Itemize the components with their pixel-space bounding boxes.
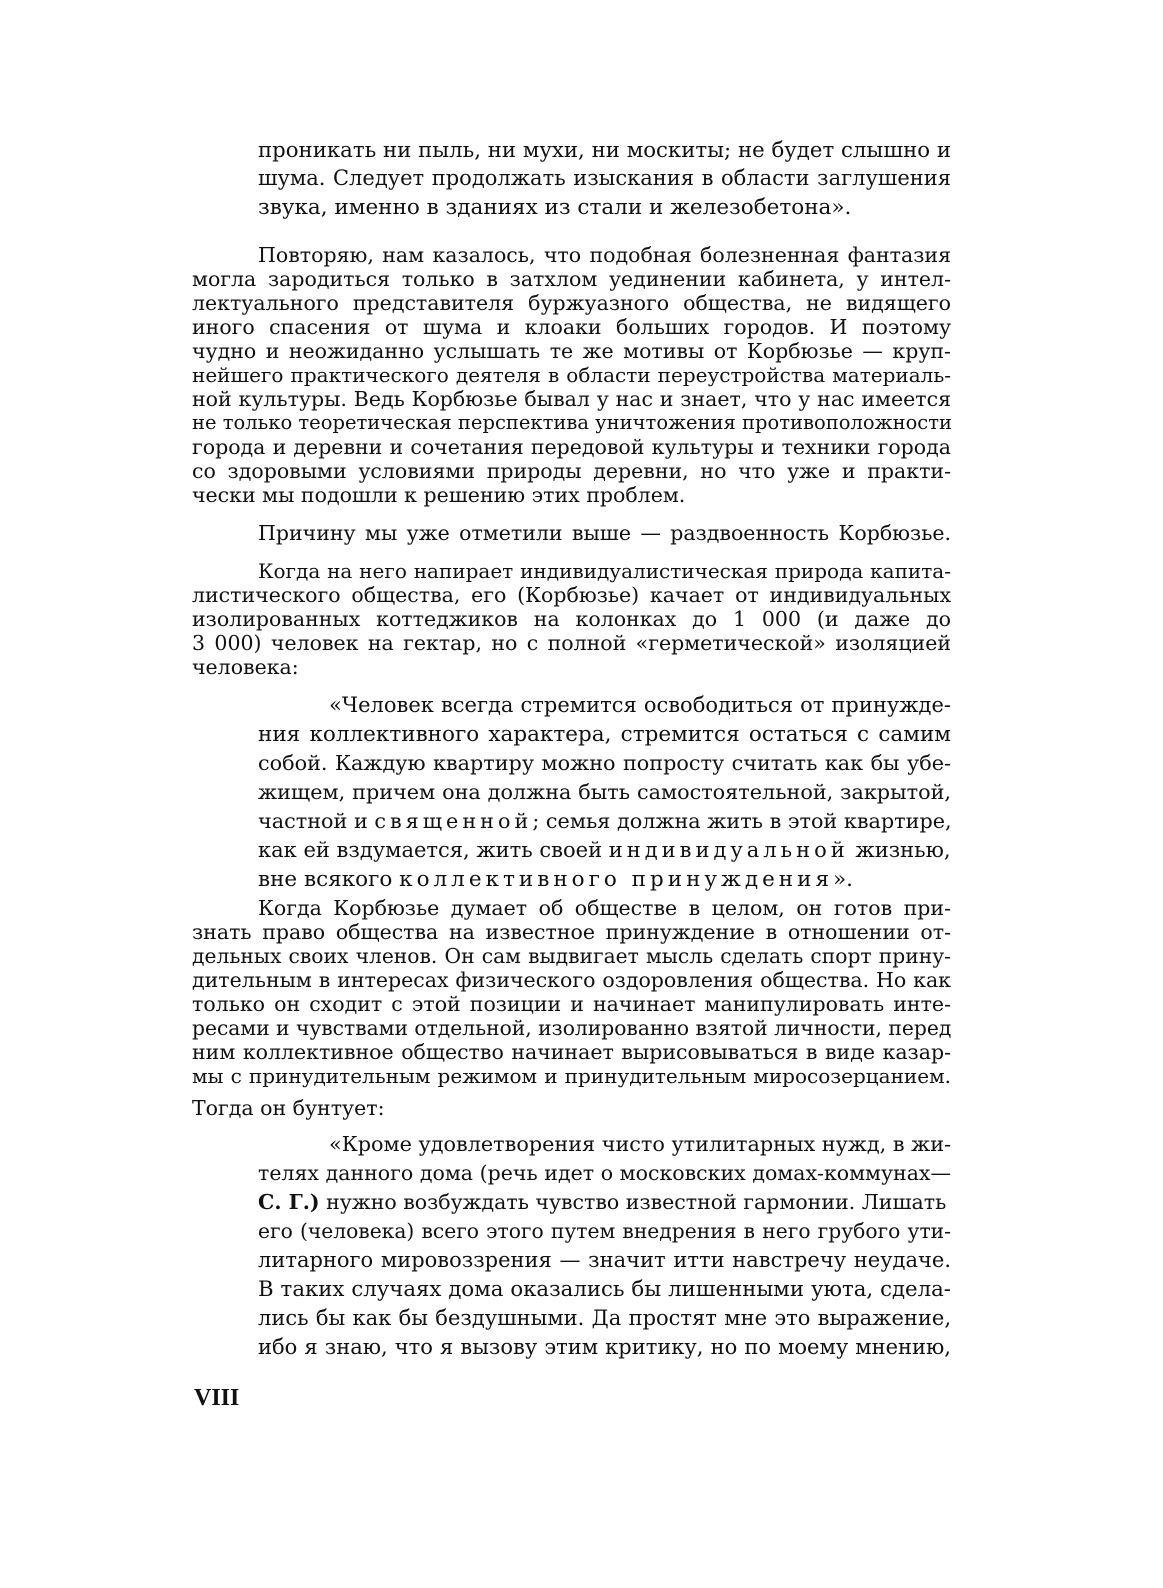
text-line: ибо я знаю, что я вызову этим критику, но по моему мнению, — [258, 1335, 951, 1359]
text-line: В таких случаях дома оказались бы лишенными уюта, сделa- — [258, 1277, 951, 1302]
text-line: лись бы как бы бездушными. Да простят мне это выражение, — [258, 1306, 951, 1330]
text-run: ». — [833, 867, 854, 892]
text-line: чески мы подошли к решению этих проблем. — [192, 483, 686, 507]
initials: С. Г.) — [258, 1190, 320, 1214]
text-line: изолированных коттеджиков на колонках до 1 000 (и даже до — [192, 607, 951, 631]
text-line — [258, 869, 853, 891]
text-line: дительным в интересах физического оздоровления общества. Но как — [192, 968, 951, 992]
text-line: Когда Корбюзье думает об обществе в целом, он готов при- — [258, 896, 951, 920]
text-line: его (человека) всего этого путем внедрения в него грубого ути- — [258, 1219, 951, 1243]
paragraph: Тогда он бунтует: — [192, 1096, 385, 1120]
text-run: частной и — [258, 809, 375, 833]
text-run: ; семья должна жить в этой квартире, — [532, 809, 952, 833]
text-line: ния коллективного характера, стремится остаться с самим — [258, 722, 951, 747]
text-line: нейшего практического деятеля в области переустройства материаль- — [192, 363, 951, 387]
text-line: человека: — [192, 655, 299, 679]
text-run: жизнью, — [848, 838, 951, 862]
text-line: лектуального представителя буржуазного общества, не видящего — [192, 291, 951, 315]
text-line: дельных своих членов. Он сам выдвигает мысль сделать спорт прину- — [192, 944, 951, 968]
text-line: литарного мировоззрения — значит итти навстречу неудаче. — [258, 1248, 951, 1272]
text-line: звука, именно в зданиях из стали и железобетона». — [258, 195, 852, 220]
text-line: листического общества, его (Корбюзье) качает от индивидуальных — [192, 583, 951, 607]
text-line: «Кроме удовлетворения чисто утилитарных нужд, в жи- — [329, 1132, 952, 1156]
text-line — [258, 811, 952, 832]
text-run: нужно возбуждать чувство известной гармонии. Лишать — [319, 1190, 947, 1214]
text-line: Когда на него напирает индивидуалистическая природа капита- — [258, 559, 951, 583]
spaced-emphasis: индивидуальной — [608, 838, 849, 862]
text-line: ной культуры. Ведь Корбюзье бывал у нас и знает, что у нас имеется — [192, 387, 951, 411]
page-number: VIII — [194, 1385, 240, 1411]
paragraph: Причину мы уже отметили выше — раздвоенность Корбюзье. — [258, 521, 951, 545]
text-run: вне всякого — [258, 867, 400, 892]
text-line: мы с принудительным режимом и принудительным миросозерцанием. — [192, 1064, 951, 1088]
text-line: города и деревни и сочетания передовой культуры и техники города — [192, 435, 951, 459]
text-line — [258, 840, 951, 861]
text-line: знать право общества на известное принуждение в отношении от- — [192, 920, 951, 944]
text-line: ресами и чувствами отдельной, изолированно взятой личности, перед — [192, 1016, 952, 1040]
text-line: не только теоретическая перспектива уничтожения противоположности — [192, 411, 953, 434]
text-line: могла зародиться только в затхлом уединении кабинета, у интел- — [192, 267, 951, 291]
text-line: собой. Каждую квартиру можно попросту считать как бы убе- — [258, 751, 951, 775]
text-run: как ей вздумается, жить своей — [258, 838, 609, 862]
text-line: «Человек всегда стремится освободиться от принужде- — [329, 693, 951, 717]
text-line: со здоровыми условиями природы деревни, но что уже и практи- — [192, 459, 951, 483]
text-line: ним коллективное общество начинает вырисовываться в виде казар- — [192, 1040, 951, 1064]
text-line: чудно и неожиданно услышать те же мотивы от Корбюзье — круп- — [192, 339, 951, 363]
text-line: 3 000) человек на гектар, но с полной «герметической» изоляцией — [192, 631, 951, 655]
text-line: иного спасения от шума и клоаки больших городов. И поэтому — [192, 315, 951, 339]
text-line: шума. Следует продолжать изыскания в области заглушения — [258, 166, 951, 190]
text-line: проникать ни пыль, ни мухи, ни москиты; не будет слышно и — [258, 138, 951, 163]
text-line: жищем, причем она должна быть самостоятельной, закрытой, — [258, 780, 951, 804]
spaced-emphasis: коллективного принуждения — [399, 867, 834, 892]
text-line: только он сходит с этой позиции и начинает манипулировать инте- — [192, 992, 951, 1016]
text-line: телях данного дома (речь идет о московских домах-коммунах— — [258, 1161, 951, 1185]
text-line: Повторяю, нам казалось, что подобная болезненная фантазия — [258, 243, 951, 267]
spaced-emphasis: священной — [374, 809, 533, 833]
text-line — [258, 1192, 951, 1213]
